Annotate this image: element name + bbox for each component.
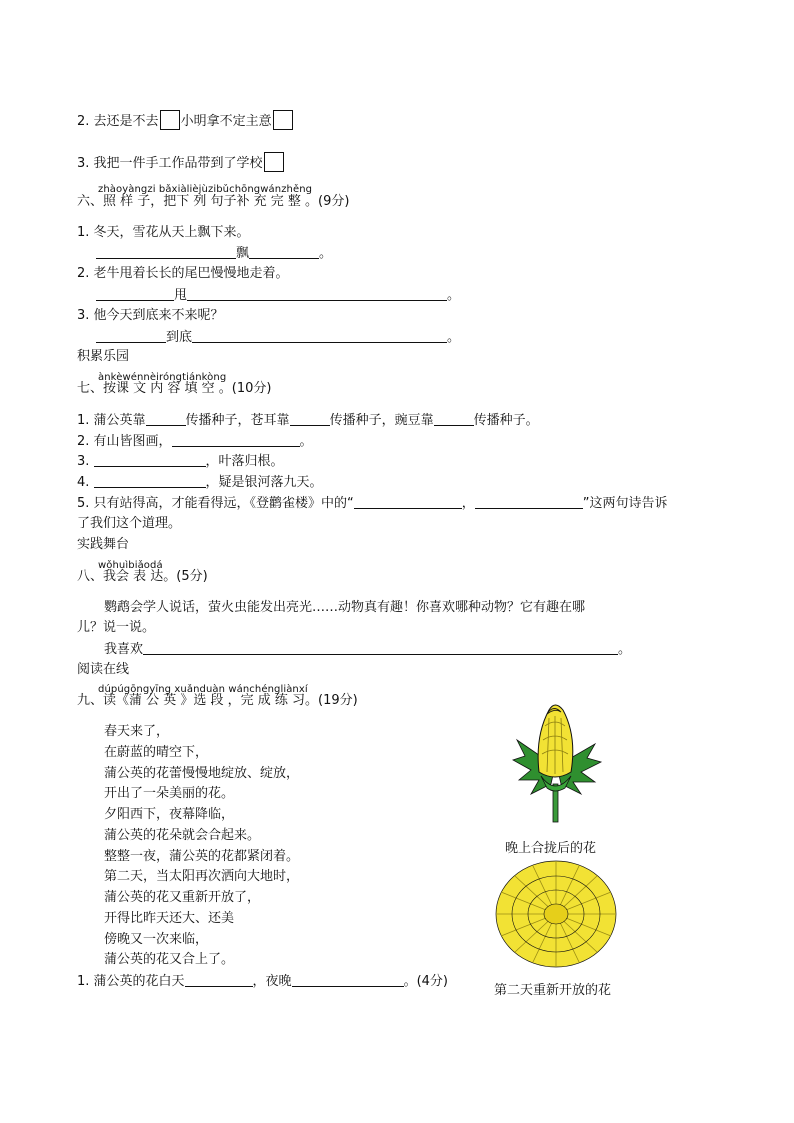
section-6-title: 六、照 样 子，把下 列 句子补 充 完 整 。(9分) [77, 194, 350, 209]
poem-line: 蒲公英的花朵就会合起来。 [104, 828, 261, 843]
text: 。 [299, 434, 313, 449]
s6-item-3: 3. 他今天到底来不来呢？ [77, 308, 224, 323]
poem-line: 蒲公英的花又合上了。 [104, 952, 235, 967]
text: 1. 蒲公英的花白天 [77, 974, 185, 989]
caption-open-flower: 第二天重新开放的花 [494, 983, 612, 998]
s7-line-5-cont: 了我们这个道理。 [77, 516, 182, 531]
text: ”这两句诗告诉 [582, 496, 668, 511]
section-label-yuedu: 阅读在线 [77, 662, 130, 677]
item-number: 2. [77, 114, 90, 129]
answer-blank[interactable] [146, 412, 186, 426]
answer-blank[interactable] [292, 973, 404, 987]
text: 2. 有山皆图画， [77, 434, 172, 449]
answer-blank[interactable] [192, 329, 447, 343]
answer-blank[interactable] [94, 453, 206, 467]
item-text: 我把一件手工作品带到了学校 [93, 156, 263, 171]
section-label-shijian: 实践舞台 [77, 537, 130, 552]
keyword: 甩 [174, 288, 188, 303]
answer-blank[interactable] [94, 474, 206, 488]
answer-blank[interactable] [96, 287, 174, 301]
item-text: 小明拿不定主意 [180, 114, 272, 129]
answer-blank[interactable] [475, 495, 583, 509]
text: 。 [618, 642, 632, 657]
end-mark: 。 [447, 330, 461, 345]
section-7-title: 七、按课 文 内 容 填 空 。(10分) [77, 381, 272, 396]
text: ， [461, 496, 475, 511]
answer-blank[interactable] [172, 433, 300, 447]
s6-item-1: 1. 冬天，雪花从天上飘下来。 [77, 225, 250, 240]
text: ，叶落归根。 [205, 454, 284, 469]
judge-item-3 [77, 152, 285, 172]
answer-box[interactable] [160, 110, 180, 130]
section-7-pinyin: ànkèwénnèiróngtiánkòng [98, 372, 227, 383]
keyword: 到底 [166, 330, 193, 345]
s7-line-3 [77, 453, 284, 470]
poem-line: 春天来了， [104, 724, 170, 739]
item-number: 3. [77, 156, 90, 171]
keyword: 飘 [236, 246, 250, 261]
item-text: 去还是不去 [93, 114, 159, 129]
s8-prompt-line-2: 儿？说一说。 [77, 620, 156, 635]
s7-line-5 [77, 495, 668, 512]
answer-blank[interactable] [290, 412, 330, 426]
text: 传播种子，豌豆靠 [329, 413, 434, 428]
closed-dandelion-illustration [505, 696, 605, 824]
answer-blank[interactable] [96, 329, 166, 343]
text: 5. 只有站得高，才能看得远，《登鹳雀楼》中的“ [77, 496, 354, 511]
poem-line: 开出了一朵美丽的花。 [104, 786, 235, 801]
answer-box[interactable] [264, 152, 284, 172]
text: 。(4分) [403, 974, 448, 989]
s6-answer-1 [96, 245, 332, 262]
section-label-jilei: 积累乐园 [77, 349, 130, 364]
s6-answer-3 [96, 329, 460, 346]
end-mark: 。 [319, 246, 333, 261]
s6-answer-2 [96, 287, 460, 304]
judge-item-2 [77, 110, 294, 130]
answer-blank[interactable] [185, 973, 253, 987]
s7-line-4 [77, 474, 323, 491]
poem-line: 傍晚又一次来临， [104, 932, 209, 947]
answer-box[interactable] [273, 110, 293, 130]
poem-line: 蒲公英的花蕾慢慢地绽放、绽放， [104, 766, 300, 781]
poem-line: 第二天，当太阳再次洒向大地时， [104, 869, 300, 884]
text: 3. [77, 454, 90, 469]
caption-closed-flower: 晚上合拢后的花 [505, 841, 597, 856]
section-8-pinyin: wǒhuìbiǎodá [98, 560, 163, 571]
poem-line: 在蔚蓝的晴空下， [104, 745, 209, 760]
poem-line: 整整一夜，蒲公英的花都紧闭着。 [104, 849, 300, 864]
s7-line-2 [77, 433, 313, 450]
poem-line: 开得比昨天还大、还美 [104, 911, 235, 926]
answer-blank[interactable] [249, 245, 319, 259]
end-mark: 。 [447, 288, 461, 303]
answer-blank[interactable] [96, 245, 236, 259]
text: ，夜晚 [252, 974, 292, 989]
poem-line: 蒲公英的花又重新开放了， [104, 890, 261, 905]
text: 4. [77, 475, 90, 490]
answer-blank[interactable] [187, 287, 447, 301]
answer-blank[interactable] [354, 495, 462, 509]
poem-line: 夕阳西下，夜幕降临， [104, 807, 235, 822]
text: 我喜欢 [104, 642, 144, 657]
s8-answer-line [104, 641, 631, 658]
answer-blank[interactable] [434, 412, 474, 426]
open-dandelion-illustration [493, 858, 619, 970]
text: 传播种子。 [473, 413, 539, 428]
answer-blank[interactable] [143, 641, 618, 655]
section-9-pinyin: dúpúgōngyīng xuǎnduàn wánchéngliànxí [98, 684, 308, 695]
s6-item-2: 2. 老牛甩着长长的尾巴慢慢地走着。 [77, 266, 289, 281]
text: ，疑是银河落九天。 [205, 475, 323, 490]
s8-prompt-line-1: 鹦鹉会学人说话，萤火虫能发出亮光……动物真有趣！你喜欢哪种动物？它有趣在哪 [104, 600, 586, 615]
section-6-pinyin: zhàoyàngzi bǎxiàlièjùzibǔchōngwánzhěng [98, 184, 313, 195]
s7-line-1 [77, 412, 539, 429]
section-9-title: 九、读《蒲 公 英 》选 段 ，完 成 练 习。(19分) [77, 693, 358, 708]
section-8-title: 八、我会 表 达。(5分) [77, 569, 208, 584]
text: 传播种子，苍耳靠 [185, 413, 290, 428]
text: 1. 蒲公英靠 [77, 413, 146, 428]
s9-question-1 [77, 973, 448, 990]
